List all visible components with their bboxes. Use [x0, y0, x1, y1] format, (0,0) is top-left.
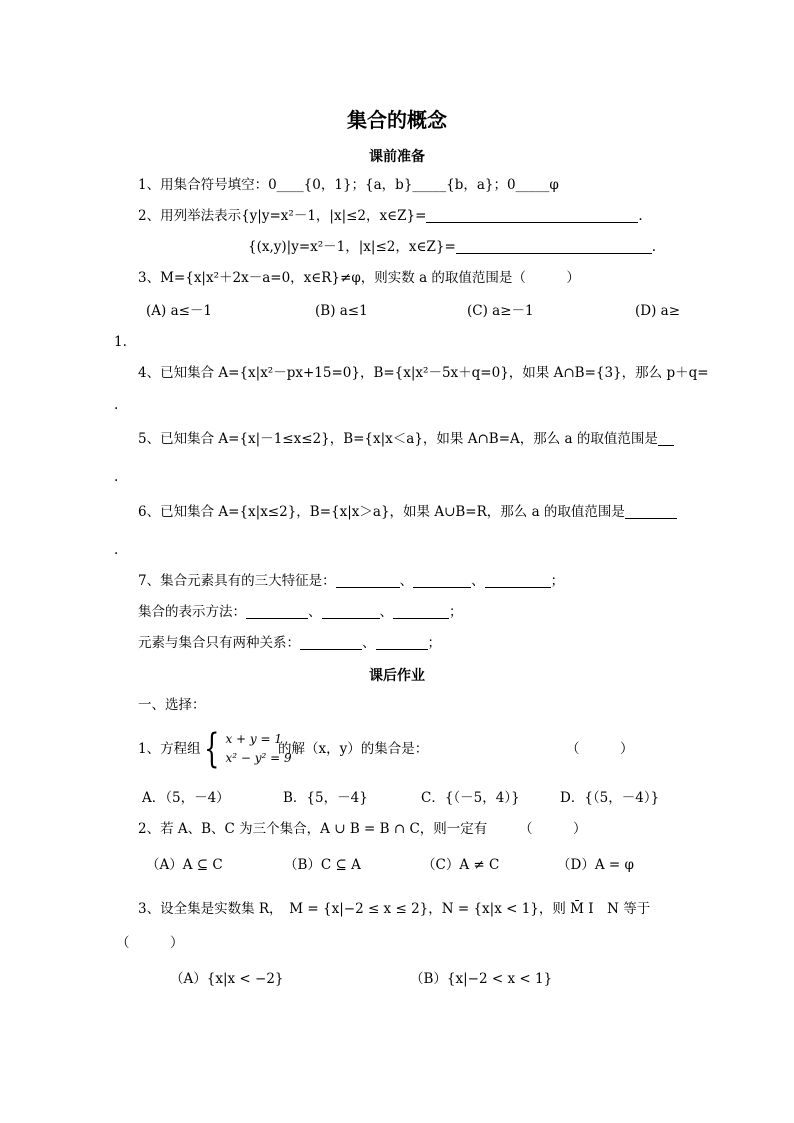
question-2b-text: {(x,y)|y=x²－1，|x|≤2，x∈Z}=	[248, 239, 456, 255]
question-2a-text: 2、用列举法表示{y|y=x²－1，|x|≤2，x∈Z}=	[138, 208, 427, 224]
equation-1: x + y = 1	[225, 732, 283, 746]
question-7-line-1	[138, 572, 564, 590]
terminator: ；	[449, 604, 463, 620]
homework-2-option-b: （B）C ⊆ A	[284, 857, 361, 873]
question-3-option-a: (A) a≤－1	[146, 303, 213, 319]
answer-blank	[336, 573, 400, 588]
answer-blank	[426, 208, 638, 223]
question-3: 3、M={x|x²＋2x－a=0，x∈R}≠φ，则实数 a 的取值范围是（ ）	[138, 270, 580, 286]
question-2a: 2、用列举法表示{y|y=x²－1，|x|≤2，x∈Z}= .	[138, 208, 643, 224]
separator: 、	[399, 573, 414, 589]
separator: 、	[362, 635, 376, 651]
answer-blank	[322, 604, 380, 619]
question-5-text: 5、已知集合 A={x|－1≤x≤2}，B={x|x＜a}，如果 A∩B=A，那么 a 的取值范围是	[138, 431, 658, 447]
question-3-option-b: (B) a≤1	[315, 303, 368, 319]
terminator: ；	[427, 635, 441, 651]
question-3-wrap: 1.	[114, 334, 127, 350]
question-3-option-c: (C) a≥－1	[467, 303, 534, 319]
homework-2: 2、若 A、B、C 为三个集合，A ∪ B = B ∩ C，则一定有	[138, 821, 488, 837]
question-7-label: 7、集合元素具有的三大特征是：	[138, 573, 336, 589]
answer-blank	[393, 604, 449, 619]
homework-3: 3、设全集是实数集 R， M = {x|−2 ≤ x ≤ 2}，N = {x|x < 1}，则 M̄ I N 等于	[138, 901, 651, 917]
answer-blank	[456, 239, 652, 254]
homework-2-option-c: （C）A ≠ C	[422, 857, 500, 873]
homework-2-option-d: （D）A = φ	[557, 857, 634, 873]
answer-blank	[625, 504, 677, 519]
answer-blank	[485, 573, 551, 588]
question-7-line-2	[138, 603, 463, 621]
homework-2-option-a: （A）A ⊆ C	[146, 857, 223, 873]
question-6-wrap: .	[114, 542, 119, 558]
answer-blank	[658, 431, 674, 446]
question-7-line-3	[138, 634, 441, 652]
answer-blank	[300, 635, 362, 650]
section-heading-homework: 课后作业	[369, 668, 425, 684]
homework-1-option-d: D．{（5，－4）}	[560, 790, 660, 806]
question-4-wrap: .	[114, 397, 119, 413]
homework-3-answer-paren: （ ）	[116, 935, 184, 951]
question-2b: {(x,y)|y=x²－1，|x|≤2，x∈Z}= .	[248, 239, 657, 255]
homework-1-prefix: 1、方程组	[138, 741, 201, 757]
question-5	[138, 430, 674, 448]
homework-2-answer-paren: （ ）	[519, 821, 587, 837]
homework-1-option-c: C．{（－5，4）}	[421, 790, 520, 806]
question-1: 1、用集合符号填空：0____{0，1}；{a，b}_____{b，a}；0_____φ	[138, 177, 559, 193]
separator: 、	[379, 604, 393, 620]
question-4: 4、已知集合 A={x|x²－px+15=0}，B={x|x²－5x＋q=0}，如果 A∩B={3}，那么 p＋q=	[138, 365, 709, 381]
separator: 、	[308, 604, 322, 620]
homework-1-answer-paren: （ ）	[566, 741, 634, 757]
question-5-wrap: .	[114, 469, 119, 485]
equation-2: x² − y² = 9	[225, 751, 292, 765]
page-title: 集合的概念	[347, 108, 447, 132]
part-heading-choice: 一、选择：	[138, 697, 206, 713]
question-6	[138, 503, 677, 521]
terminator: ；	[550, 573, 565, 589]
question-7-line-3-label: 元素与集合只有两种关系：	[138, 635, 300, 651]
question-7-line-2-label: 集合的表示方法：	[138, 604, 246, 620]
homework-3-option-a: （A）{x|x < −2}	[170, 971, 284, 987]
homework-1-option-a: A．（5，－4）	[142, 790, 230, 806]
brace-icon: {	[204, 726, 220, 772]
section-heading-pre-class: 课前准备	[369, 149, 425, 165]
answer-blank	[376, 635, 428, 650]
homework-1-option-b: B．{5，－4}	[283, 790, 368, 806]
homework-3-option-b: （B）{x|−2 < x < 1}	[410, 971, 553, 987]
answer-blank	[246, 604, 308, 619]
homework-1-suffix: 的解（x，y）的集合是：	[278, 741, 429, 757]
answer-blank	[413, 573, 471, 588]
separator: 、	[471, 573, 485, 589]
question-6-text: 6、已知集合 A={x|x≤2}，B={x|x＞a}，如果 A∪B=R，那么 a 的取值范围是	[138, 504, 625, 520]
question-3-option-d: (D) a≥	[635, 303, 681, 319]
